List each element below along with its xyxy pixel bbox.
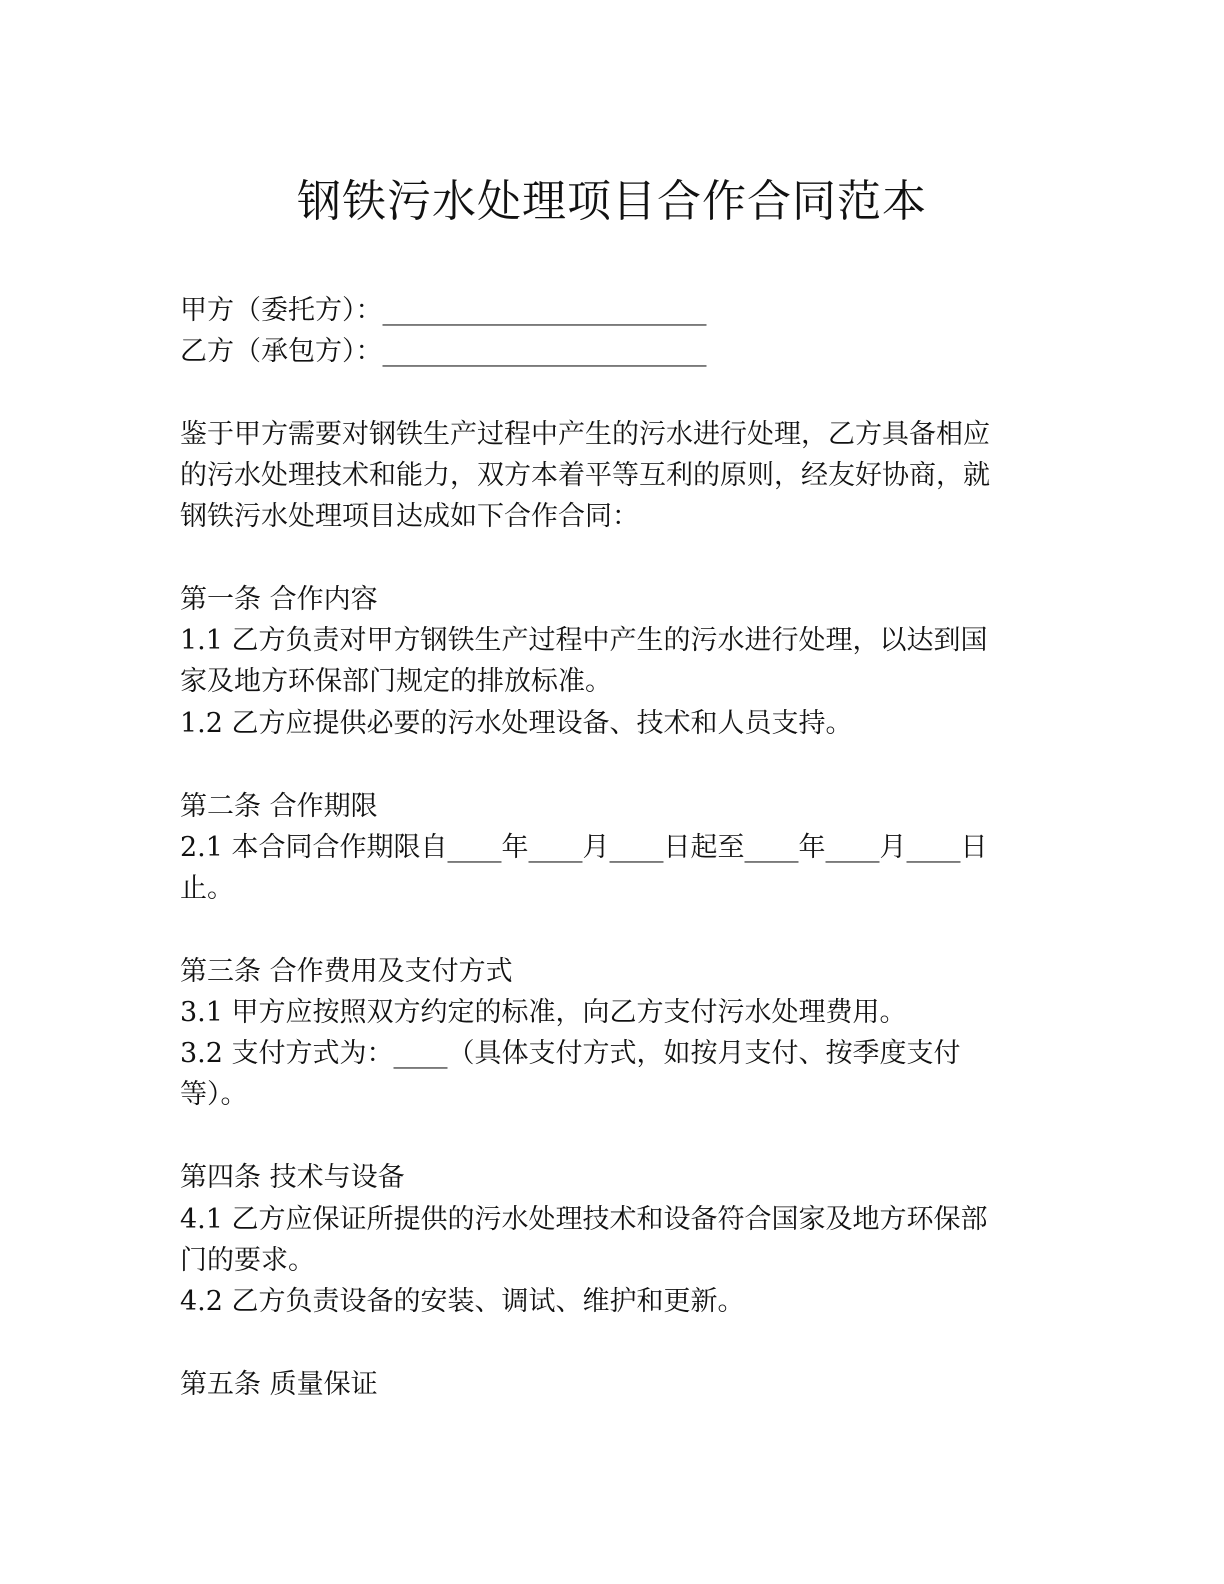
clause-line: 3.1 甲方应按照双方约定的标准，向乙方支付污水处理费用。 — [180, 997, 907, 1028]
clause-line: 等）。 — [180, 1079, 248, 1110]
clause-line: 止。 — [180, 873, 234, 904]
document-title: 钢铁污水处理项目合作合同范本 — [297, 176, 927, 227]
party-a-line: 甲方（委托方）：________________________ — [180, 295, 707, 326]
preamble-line: 的污水处理技术和能力，双方本着平等互利的原则，经友好协商，就 — [180, 460, 990, 491]
article-heading: 第四条 技术与设备 — [180, 1162, 405, 1193]
article-heading: 第三条 合作费用及支付方式 — [180, 956, 513, 987]
party-b-line: 乙方（承包方）：________________________ — [180, 336, 707, 367]
clause-line: 4.1 乙方应保证所提供的污水处理技术和设备符合国家及地方环保部 — [180, 1204, 988, 1235]
preamble-line: 钢铁污水处理项目达成如下合作合同： — [180, 501, 639, 532]
article-heading: 第一条 合作内容 — [180, 584, 378, 615]
clause-line: 2.1 本合同合作期限自____年____月____日起至____年____月____日 — [180, 832, 988, 863]
article-heading: 第五条 质量保证 — [180, 1369, 378, 1400]
clause-line: 3.2 支付方式为：____（具体支付方式，如按月支付、按季度支付 — [180, 1038, 961, 1069]
clause-line: 4.2 乙方负责设备的安装、调试、维护和更新。 — [180, 1286, 745, 1317]
clause-line: 1.2 乙方应提供必要的污水处理设备、技术和人员支持。 — [180, 708, 853, 739]
preamble-line: 鉴于甲方需要对钢铁生产过程中产生的污水进行处理，乙方具备相应 — [180, 419, 990, 450]
clause-line: 1.1 乙方负责对甲方钢铁生产过程中产生的污水进行处理，以达到国 — [180, 625, 988, 656]
article-heading: 第二条 合作期限 — [180, 791, 378, 822]
clause-line: 门的要求。 — [180, 1245, 315, 1276]
clause-line: 家及地方环保部门规定的排放标准。 — [180, 666, 612, 697]
